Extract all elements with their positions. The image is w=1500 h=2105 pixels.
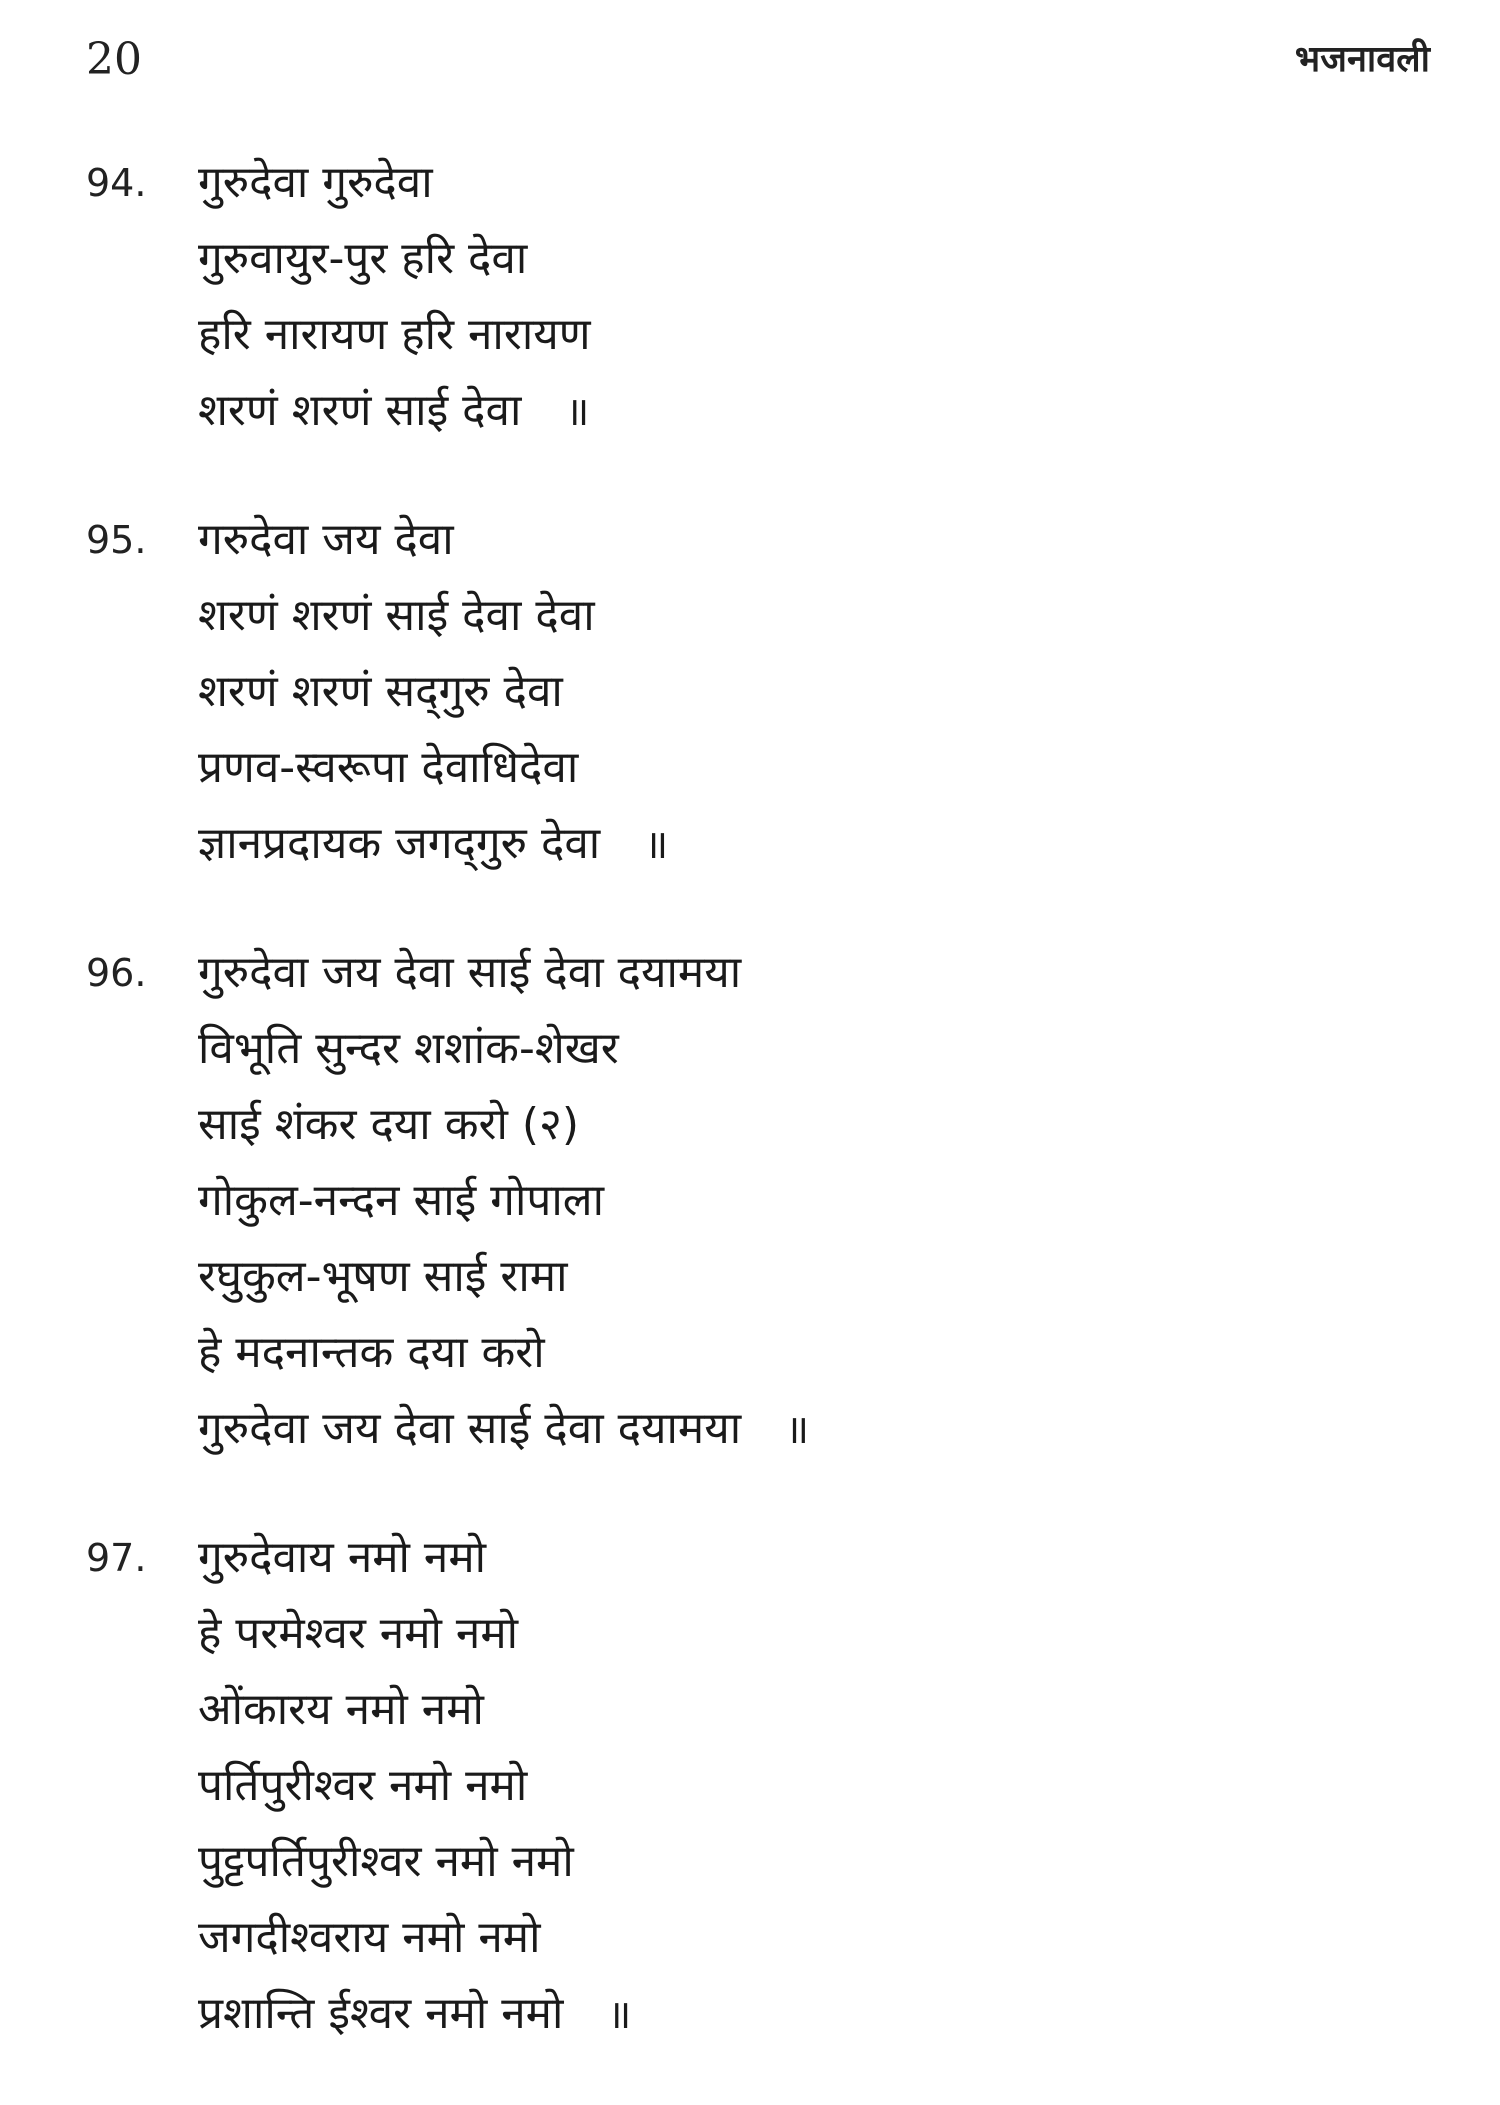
bhajan-line-text: प्रशान्ति ईश्वर नमो नमो <box>198 1988 564 2039</box>
bhajan-line <box>198 297 1406 373</box>
bhajan-line <box>198 1011 1406 1087</box>
bhajan-line <box>198 1596 1406 1672</box>
bhajan-line-text: गोकुल-नन्दन साई गोपाला <box>198 1175 604 1226</box>
bhajan-line <box>198 502 1406 578</box>
bhajan-number: 96. <box>86 951 147 995</box>
bhajan-line <box>198 1239 1406 1315</box>
bhajan-number: 95. <box>86 518 147 562</box>
bhajan-line-text: ओंकारय नमो नमो <box>198 1684 484 1735</box>
bhajan-line-text: शरणं शरणं साई देवा <box>198 385 522 436</box>
bhajan-line-text: हरि नारायण हरि नारायण <box>198 309 591 360</box>
bhajan-line <box>198 1391 1406 1468</box>
bhajan-lines <box>198 935 1406 1468</box>
bhajan-97 <box>86 1520 1406 2053</box>
bhajan-line-text: जगदीश्वराय नमो नमो <box>198 1912 541 1963</box>
bhajan-96 <box>86 935 1406 1468</box>
page-number: 20 <box>86 34 142 85</box>
bhajan-line <box>198 221 1406 297</box>
bhajan-list <box>86 145 1406 2105</box>
bhajan-line-text: गुरुदेवाय नमो नमो <box>198 1532 487 1583</box>
bhajan-line <box>198 935 1406 1011</box>
bhajan-number: 94. <box>86 161 147 205</box>
bhajan-94 <box>86 145 1406 450</box>
bhajan-line-text: पर्तिपुरीश्वर नमो नमो <box>198 1760 528 1811</box>
bhajan-line-text: प्रणव-स्वरूपा देवाधिदेवा <box>198 742 579 793</box>
bhajan-95 <box>86 502 1406 883</box>
verse-end-mark: ॥ <box>785 1407 810 1453</box>
bhajan-line <box>198 1672 1406 1748</box>
bhajan-line <box>198 1163 1406 1239</box>
bhajan-line-text: हे परमेश्वर नमो नमो <box>198 1608 519 1659</box>
bhajan-line <box>198 145 1406 221</box>
bhajan-line <box>198 1315 1406 1391</box>
bhajan-line-text: हे मदनान्तक दया करो <box>198 1327 545 1378</box>
bhajan-line-text: गुरुवायुर-पुर हरि देवा <box>198 233 528 284</box>
bhajan-line-text: पुट्टपर्तिपुरीश्वर नमो नमो <box>198 1836 574 1887</box>
bhajan-line <box>198 1520 1406 1596</box>
bhajan-line-text: गुरुदेवा गुरुदेवा <box>198 157 433 208</box>
bhajan-line-text: गुरुदेवा जय देवा साई देवा दयामया <box>198 947 742 998</box>
bhajan-line-text: साई शंकर दया करो (२) <box>198 1099 580 1150</box>
bhajan-line <box>198 1976 1406 2053</box>
bhajan-line-text: गुरुदेवा जय देवा साई देवा दयामया <box>198 1403 742 1454</box>
bhajan-line-text: रघुकुल-भूषण साई रामा <box>198 1251 568 1302</box>
bhajan-lines <box>198 1520 1406 2053</box>
bhajan-line <box>198 654 1406 730</box>
verse-end-mark: ॥ <box>607 1992 632 2038</box>
bhajan-line-text: शरणं शरणं साई देवा देवा <box>198 590 595 641</box>
verse-end-mark: ॥ <box>644 822 669 868</box>
bhajan-line <box>198 578 1406 654</box>
bhajan-line-text: ज्ञानप्रदायक जगद्‌गुरु देवा <box>198 818 601 869</box>
bhajan-lines <box>198 502 1406 883</box>
bhajan-line <box>198 1748 1406 1824</box>
running-title: भजनावली <box>1294 39 1430 80</box>
bhajan-line <box>198 1824 1406 1900</box>
bhajan-line-text: विभूति सुन्दर शशांक-शेखर <box>198 1023 619 1074</box>
bhajan-line-text: शरणं शरणं सद्‌गुरु देवा <box>198 666 563 717</box>
verse-end-mark: ॥ <box>565 389 590 435</box>
bhajan-lines <box>198 145 1406 450</box>
bhajan-line <box>198 1900 1406 1976</box>
bhajan-line <box>198 730 1406 806</box>
bhajan-number: 97. <box>86 1536 147 1580</box>
bhajan-line-text: गरुदेवा जय देवा <box>198 514 454 565</box>
bhajan-line <box>198 806 1406 883</box>
bhajan-line <box>198 1087 1406 1163</box>
bhajan-line <box>198 373 1406 450</box>
